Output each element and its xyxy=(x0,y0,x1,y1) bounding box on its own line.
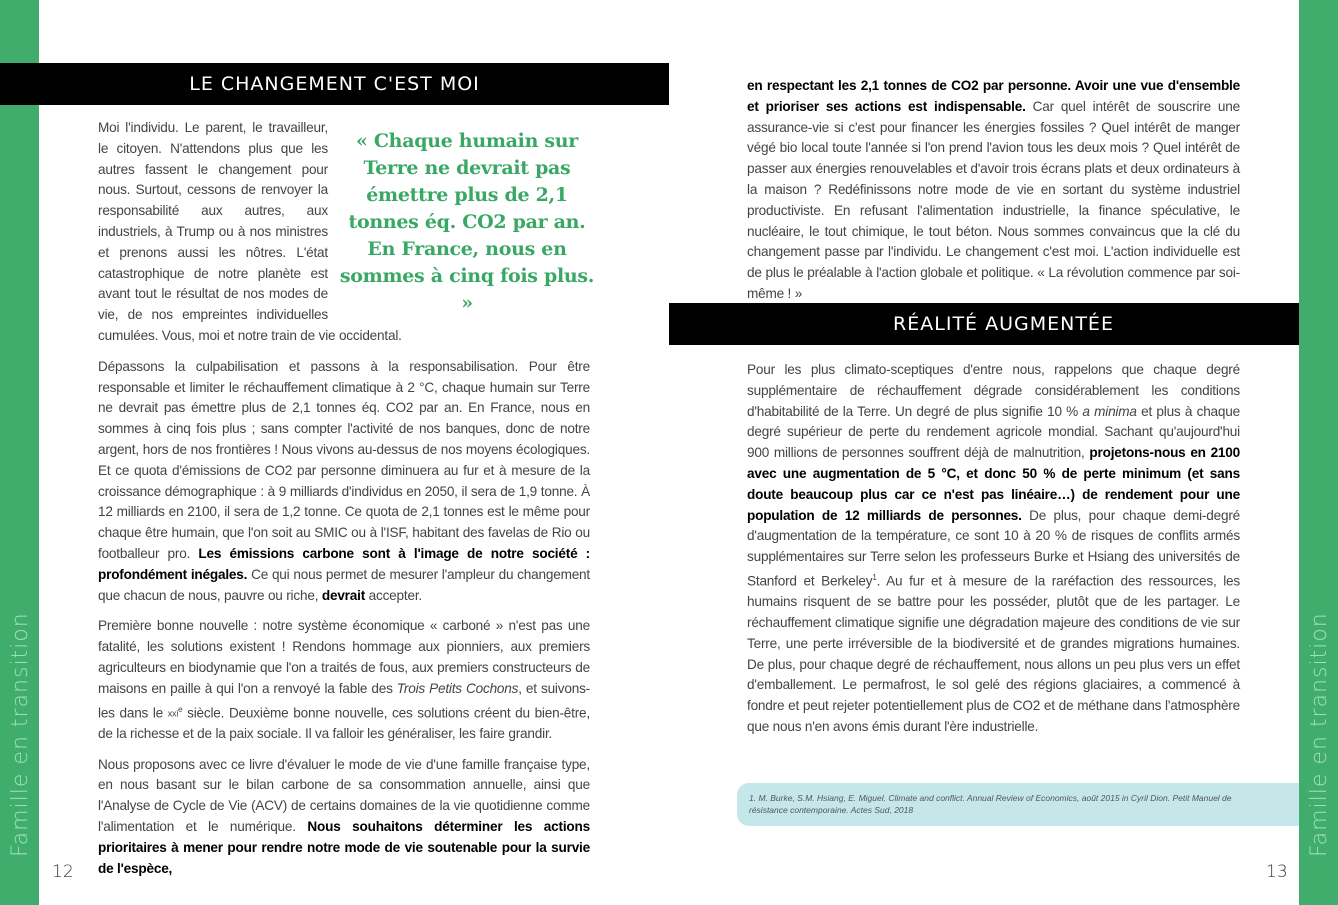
footnote-text: 1. M. Burke, S.M. Hsiang, E. Miguel. Climate and conflict. Annual Review of Economics, août 2015 in Cyril Dion. Petit Manuel de résistance contemporaine. Actes Sud, 2018 xyxy=(749,793,1232,815)
page-number-right: 13 xyxy=(1266,862,1288,882)
right-side-band xyxy=(1299,0,1338,905)
page-number-left: 12 xyxy=(52,862,74,882)
paragraph-bonne-nouvelle: Première bonne nouvelle : notre système économique « carboné » n'est pas une fatalité, les solutions existent ! Rendons hommage aux pionniers, aux premiers agriculteurs en biodynamie que l'on a traités de fous, aux premiers constructeurs de maisons en paille à qui l'on a renvoyé la fable des Trois Petits Cochons, et suivons-les dans le xxi$^e$ siècle. Deuxième bonne nouvelle, ces solutions créent du bien-être, de la richesse et de la paix sociale. Il va falloir les généraliser, les faire grandir. xyxy=(98,618,590,741)
section-heading-realite: RÉALITÉ AUGMENTÉE xyxy=(669,303,1338,345)
pull-quote: « Chaque humain sur Terre ne devrait pas émettre plus de 2,1 tonnes éq. CO2 par an. En France, nous en sommes à cinq fois plus. » xyxy=(339,130,595,314)
continued-paragraph: en respectant les 2,1 tonnes de CO2 par personne. Avoir une vue d'ensemble et prioriser ses actions est indispensable. Car quel intérêt de souscrire une assurance-vie si c'est pour financer les énergies fossiles ? Quel intérêt de manger végé bio local toute l'année si l'on prend l'avion tous les deux mois ? Quel intérêt de passer aux énergies renouvelables et d'avoir trois écrans plats et deux ordinateurs à la maison ? Redéfinissons notre mode de vie en sortant du système industriel productiviste. En refusant l'alimentation industrielle, la finance spéculative, le nucléaire, le tout chimique, le tout béton. Nous sommes convaincus que la clé du changement passe par l'individu. Le changement c'est moi. L'action individuelle est de plus le préalable à l'action globale et politique. « La révolution commence par soi-même ! » xyxy=(747,78,1240,301)
realite-block xyxy=(747,360,1240,748)
section-heading-changement: LE CHANGEMENT C'EST MOI xyxy=(0,63,669,105)
footnote-ref[interactable]: 1 xyxy=(872,572,877,582)
left-side-band xyxy=(0,0,39,905)
paragraph-responsabilisation: Dépassons la culpabilisation et passons à la responsabilisation. Pour être responsable et limiter le réchauffement climatique à 2 °C, chaque humain sur Terre ne devrait pas émettre plus de 2,1 tonnes éq. CO2 par an. En France, nous en sommes à cinq fois plus ; sans compter l'activité de nos banques, donc de notre argent, hors de nos frontières ! Nous vivons au-dessus de nos moyens écologiques. Et ce quota d'émissions de CO2 par personne diminuera au fur et à mesure de la croissance démographique : à 9 milliards d'individus en 2050, il sera de 1,9 tonne. À 12 milliards en 2100, il sera de 1,2 tonne. Ce quota de 2,1 tonnes est le même pour chaque être humain, que l'on soit au SMIC ou à l'ISF, habitant des favelas de Rio ou footballeur pro. Les émissions carbone sont à l'image de notre société : profondément inégales. Ce qui nous permet de mesurer l'ampleur du changement que chacun de nous, pauvre ou riche, devrait accepter. xyxy=(98,358,591,603)
intro-paragraph: Moi l'individu. Le parent, le travailleur, le citoyen. N'attendons plus que les autres fassent le changement pour nous. Surtout, cessons de renvoyer la responsabilité aux autres, aux industriels, à Trump ou à nos ministres et prenons aussi les nôtres. L'état catastrophique de notre planète est avant tout le résultat de nos modes de vie, de nos empreintes individuelles cumulées. Vous, moi et notre train de vie occidental. xyxy=(98,120,402,343)
paragraph-livre: Nous proposons avec ce livre d'évaluer le mode de vie d'une famille française type, en nous basant sur le bilan carbone de sa consommation annuelle, ainsi que l'Analyse de Cycle de Vie (ACV) de certains domaines de la vie quotidienne comme l'alimentation et le numérique. Nous souhaitons déterminer les actions prioritaires à mener pour rendre notre mode de vie soutenable pour la survie de l'espèce, xyxy=(98,756,590,876)
footnote-box xyxy=(737,783,1338,826)
intro-block xyxy=(98,118,595,889)
running-title-right: Famille en transition xyxy=(1307,612,1332,857)
paragraph-climato: Pour les plus climato-sceptiques d'entre nous, rappelons que chaque degré supplémentaire de réchauffement dégrade considérablement les conditions d'habitabilité de la Terre. Un degré de plus signifie 10 % a minima et plus à chaque degré supérieur de perte du rendement agricole mondial. Sachant qu'aujourd'hui 900 millions de personnes souffrent déjà de malnutrition, projetons-nous en 2100 avec une augmentation de 5 °C, et donc 50 % de perte minimum (et sans doute beaucoup plus car ce n'est pas linéaire…) de rendement pour une population de 12 milliards de personnes. De plus, pour chaque demi-degré d'augmentation de la température, ce sont 10 à 20 % de risques de conflits armés supplémentaires sur Terre selon les professeurs Burke et Hsiang des universités de Stanford et Berkeley$^1$. Au fur et à mesure de la raréfaction des ressources, les humains risquent de se battre pour les posséder, plutôt que de les partager. Le réchauffement climatique signifie une dégradation majeure des conditions de vie sur Terre, une perte irréversible de la biodiversité et de grandes migrations humaines. De plus, pour chaque degré de réchauffement, nous allons un peu plus vers un effet d'emballement. Le permafrost, le sol gelé des régions glaciaires, a commencé à fondre et peut rejeter potentiellement plus de CO2 et de méthane dans l'atmosphère que nous n'en avons émis durant l'ère industrielle. xyxy=(747,362,1241,735)
continued-paragraph-block xyxy=(747,76,1240,315)
running-title-left: Famille en transition xyxy=(8,612,33,857)
